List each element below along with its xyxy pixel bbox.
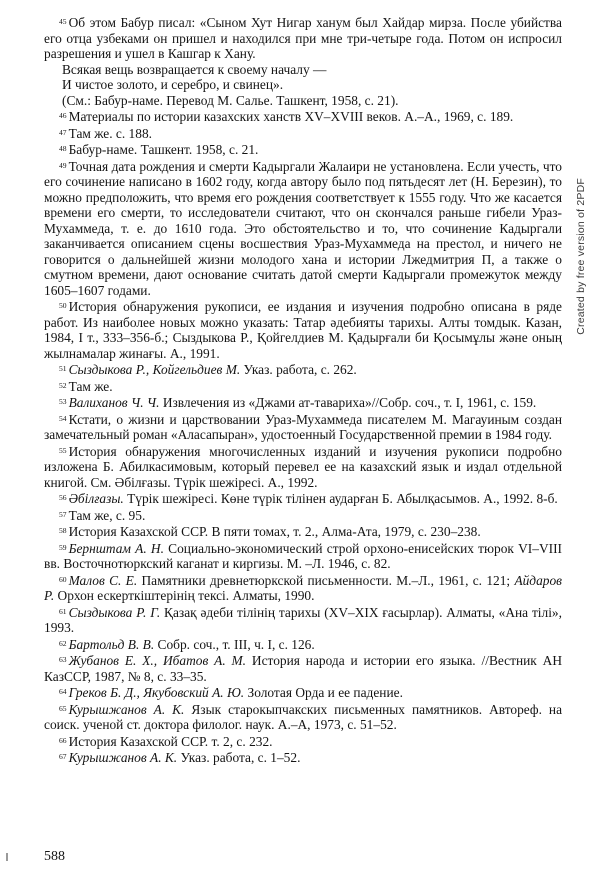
footnote-48 — [44, 141, 562, 158]
footnote-text: Там же. с. 188. — [68, 125, 152, 141]
footnote-64 — [44, 684, 562, 701]
footnote-author-2: Айдаров Р. — [44, 572, 562, 603]
footnote-text: История Казахской ССР. В пяти томах, т. 2., Алма-Ата, 1979, с. 230–238. — [68, 524, 481, 539]
footnote-author: Әбілғазы. — [68, 491, 124, 506]
footnote-54 — [44, 411, 562, 443]
footnote-number: 45 — [59, 17, 67, 26]
footnote-66 — [44, 733, 562, 750]
footnote-text: Указ. работа, с. 262. — [240, 362, 357, 377]
footnote-text-2: Орхон ескерткіштерінің тексі. Алматы, 1990. — [54, 588, 315, 603]
footnote-67 — [44, 749, 562, 766]
footnote-text: Бабур-наме. Ташкент. 1958, с. 21. — [68, 142, 259, 157]
footnote-number: 58 — [59, 526, 67, 535]
footnote-58 — [44, 523, 562, 540]
footnote-text: Кстати, о жизни и царствовании Ураз-Мухаммеда писателем М. Магауиным создан замечательный роман «Аласапыран», удостоенный Государственной премии в 1984 году. — [44, 411, 562, 442]
footnote-number: 56 — [59, 493, 67, 502]
footnote-text: Социально-экономический строй орхоно-енисейских тюрок VI–VIII вв. Восточнотюркский каганат и киргизы. М. –Л. 1946, с. 82. — [44, 540, 562, 571]
footnote-number: 62 — [59, 638, 67, 648]
footnote-number: 48 — [59, 144, 67, 153]
footnote-53 — [44, 394, 562, 411]
footnote-author: Валиханов Ч. Ч. — [68, 395, 160, 410]
footnote-45 — [44, 14, 562, 62]
footnote-text: Об этом Бабур писал: «Сыном Хут Нигар ханум был Хайдар мирза. После убийства его отца узбеками он пришел и находился при мне три-четыре года. Потом он испросил разрешения и ушел в Кашгар к Хану. — [44, 15, 562, 61]
footnote-text: История обнаружения рукописи, ее издания и изучения подробно описана в ряде работ. Из наиболее новых можно указать: Татар әдебияты тарихы. Алты томдык. Казан, 1984, I т., 333–356-б.; Сыздыкова Р., Қойгелдиев М. Қадырғали би Қосымұлы және оның жылнамалар жинағы. А., 1991. — [44, 299, 562, 361]
footnote-text: Золотая Орда и ее падение. — [244, 685, 403, 700]
footnote-59 — [44, 540, 562, 572]
footnote-text: Памятники древнетюркской письменности. М.–Л., 1961, с. 121; — [137, 572, 515, 588]
footnote-author: Бернштам А. Н. — [68, 540, 164, 556]
footnote-text: История народа и истории его языка. //Вестник АН КазССР, 1987, № 8, с. 33–35. — [44, 653, 563, 684]
footnote-47 — [44, 125, 562, 142]
footnote-number: 61 — [59, 606, 67, 616]
footnote-65 — [44, 701, 562, 733]
footnote-number: 66 — [59, 735, 67, 745]
footnotes-block — [44, 14, 562, 766]
footnote-number: 67 — [59, 752, 67, 761]
footnote-51 — [44, 361, 562, 378]
footnote-text: Там же. — [68, 378, 113, 394]
footnote-text: История обнаружения многочисленных изданий и изучения рукописи подробно изложена Б. Абилкасимовым, который перевел ее на казахский язык и издал отдельной книгой. См. Әбілғазы. Түрік шежіресі. А., 1992. — [44, 443, 562, 490]
footnote-number: 49 — [59, 160, 67, 170]
footnote-number: 60 — [59, 574, 67, 584]
footnote-number: 47 — [59, 127, 67, 137]
footnote-number: 53 — [59, 397, 67, 406]
footnote-57 — [44, 507, 562, 524]
footnote-46 — [44, 108, 562, 125]
footnote-number: 64 — [59, 687, 67, 696]
footnote-49 — [44, 158, 562, 299]
footnote-number: 52 — [59, 380, 67, 390]
footnote-author: Греков Б. Д., Якубовский А. Ю. — [68, 685, 245, 700]
footnote-text: Точная дата рождения и смерти Кадыргали Жалаири не установлена. Если учесть, что его сочинение написано в 1602 году, когда автору было под пятьдесят лет (Н. Березин), то можно предположить, что время его рождения соответствует к 1555 году. Что же касается времени его смерти, то исследователи считают, что он скончался раньше гибели Ураз-Мухаммеда, т. е. до 1610 года. Это обстоятельство и то, что сочинение Кадыргали заканчивается описанием сцены восшествия Ураз-Мухаммеда на престол, и ничего не говорится о дальнейшей жизни молодого хана и истории Лжедмитрия П, а также о смутном времени, дают основание считать датой смерти Кадыргали промежуток между 1605–1607 годами. — [44, 158, 562, 298]
footnote-text: Қазақ әдеби тілінің тарихы (XV–XIX ғасырлар). Алматы, «Ана тілі», 1993. — [44, 604, 562, 635]
footnote-52 — [44, 378, 562, 395]
margin-mark — [6, 853, 8, 861]
footnote-number: 50 — [59, 301, 67, 310]
footnote-56 — [44, 490, 562, 507]
footnote-62 — [44, 636, 562, 653]
footnote-number: 54 — [59, 413, 67, 423]
footnote-text: Материалы по истории казахских ханств XV–XVIII веков. А.–А., 1969, с. 189. — [68, 109, 514, 124]
footnote-text: Указ. работа, с. 1–52. — [177, 750, 301, 765]
footnote-50 — [44, 298, 562, 361]
verse-line-1: Всякая вещь возвращается к своему началу — — [62, 61, 327, 77]
page-number: 588 — [44, 849, 65, 864]
footnote-author: Малов С. Е. — [68, 572, 138, 588]
footnote-text: История Казахской ССР. т. 2, с. 232. — [68, 733, 273, 749]
footnote-author: Сыздыкова Р. Г. — [68, 604, 161, 620]
footnote-number: 65 — [59, 703, 67, 713]
footnote-number: 51 — [59, 364, 67, 373]
footnote-author: Сыздыкова Р., Койгельдиев М. — [68, 362, 241, 377]
watermark-text: Created by free version of 2PDF — [575, 178, 587, 335]
verse-line-2: И чистое золото, и серебро, и свинец». — [62, 77, 284, 92]
footnote-61 — [44, 604, 562, 636]
footnote-number: 59 — [59, 542, 67, 552]
footnote-60 — [44, 572, 562, 604]
footnote-number: 63 — [59, 655, 67, 664]
footnote-55 — [44, 443, 562, 491]
footnote-text: Извлечения из «Джами ат-таварихa»//Собр. соч., т. I, 1961, с. 159. — [159, 395, 537, 410]
footnote-text: Түрік шежіресі. Көне түрік тілінен аударған Б. Абылқасымов. А., 1992. 8-б. — [123, 491, 558, 506]
citation-line: (См.: Бабур-наме. Перевод М. Салье. Ташкент, 1958, с. 21). — [62, 92, 399, 108]
footnote-number: 57 — [59, 509, 67, 519]
footnote-number: 55 — [59, 445, 67, 455]
footnote-number: 46 — [59, 111, 67, 120]
footnote-text: Там же, с. 95. — [68, 507, 146, 523]
footnote-63 — [44, 652, 562, 684]
footnote-text: Собр. соч., т. III, ч. I, с. 126. — [154, 636, 315, 652]
footnote-author: Курышжанов А. К. — [68, 750, 178, 765]
footnote-author: Бартольд В. В. — [68, 636, 155, 652]
footnote-author: Курышжанов А. К. — [68, 701, 185, 717]
footnote-text: Язык старокыпчакских письменных памятников. Автореф. на соиск. ученой ст. доктора филолог. наук. А.–А, 1973, с. 51–52. — [44, 701, 563, 732]
footnote-author: Жубанов Е. Х., Ибатов А. М. — [68, 653, 247, 668]
